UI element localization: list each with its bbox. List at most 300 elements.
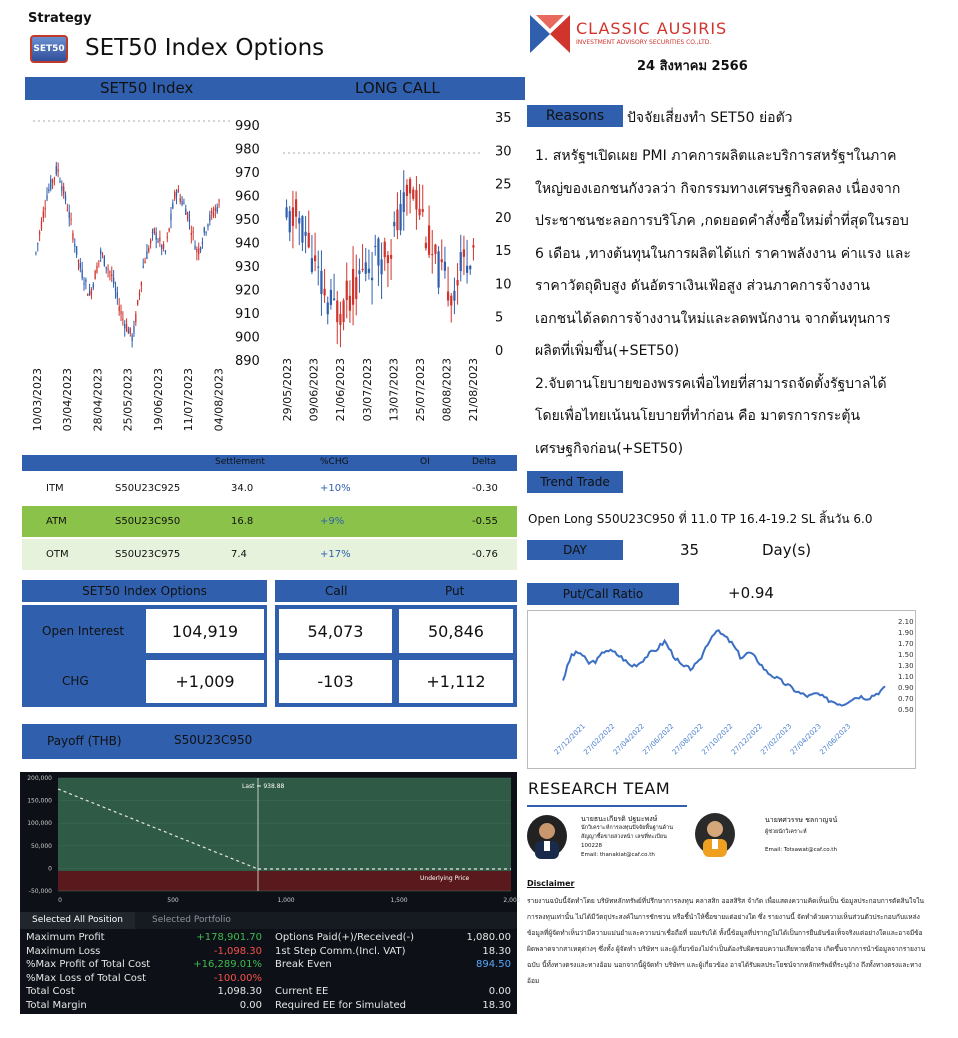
company-name: CLASSIC AUSIRIS <box>576 19 728 38</box>
candle-body <box>425 243 427 248</box>
y-tick-label: 1.90 <box>898 629 914 637</box>
candle-body <box>126 324 127 330</box>
x-tick-label: 10/03/2023 <box>31 368 44 432</box>
candle-body <box>85 280 86 283</box>
stat-value: +16,289.01% <box>193 959 262 970</box>
candle-body <box>106 267 107 269</box>
reason-line: ใหญ่ของเอกชนกังวลว่า กิจกรรมทางเศรษฐกิจลดลง เนื่องจาก <box>535 180 901 197</box>
x-tick-label: 28/04/2023 <box>91 368 105 432</box>
candle-body <box>396 209 398 230</box>
disclaimer-title: Disclaimer <box>527 879 575 888</box>
candle-body <box>412 190 414 199</box>
stat-label: Total Margin <box>26 999 87 1011</box>
y-tick-label: 200,000 <box>27 775 52 782</box>
tab-selected-portfolio[interactable]: Selected Portfolio <box>152 915 231 925</box>
researcher-1-role2: สัญญาซื้อขายล่วงหน้า เลขที่ทะเบียน <box>581 834 667 840</box>
reasons-heading: ปัจจัยเสี่ยงทำ SET50 ย่อตัว <box>627 110 793 126</box>
x-tick-label: 0 <box>58 897 62 904</box>
payoff-tabs <box>20 912 517 929</box>
candle-body <box>67 210 68 211</box>
pcr-line-chart <box>527 610 917 770</box>
stat-label: %Max Profit of Total Cost <box>26 959 151 970</box>
candle-body <box>399 204 401 230</box>
candle-body <box>320 271 322 294</box>
table-cell-series: S50U23C925 <box>115 483 181 494</box>
candle-body <box>128 329 129 333</box>
candle-body <box>115 288 116 291</box>
candle-body <box>365 262 367 273</box>
candle-body <box>218 200 219 201</box>
candle-body <box>194 246 195 250</box>
chg-put-value: +1,112 <box>397 658 515 705</box>
candle-body <box>333 299 335 300</box>
candle-body <box>174 192 175 199</box>
candle-body <box>193 231 194 232</box>
candle-body <box>133 326 134 334</box>
oi-summary-left-panel <box>22 605 267 707</box>
candle-body <box>453 291 455 301</box>
y-tick-label: 15 <box>495 244 512 260</box>
candle-body <box>87 294 88 296</box>
candle-body <box>189 219 190 222</box>
candle-body <box>463 249 465 256</box>
y-tick-label: 35 <box>495 111 512 126</box>
candle-body <box>196 249 197 252</box>
candle-body <box>209 215 210 221</box>
disclaimer-text: รายงานฉบับนี้จัดทำโดย บริษัทหลักทรัพย์ที่ปรึกษาการลงทุน คลาสสิก ออสสิริส จำกัด เพื่อแสดงความคิดเห็นเป็น ข้อมูลประกอบการตัดสินใจในการลงทุนเท่านั้น ไม่ได้มีวัตถุประสงค์ในการชักชวน หรือชี้นำให้ซื้อขายแต่อย่างใด ซึ่ง รายงานนี้ จัดทำด้วยความเห็นส่วนตัวประกอบกับแหล่งข้อมูลที่ผู้จัดทำเห็นว่ามีความแม่นยำและความน่าเชื่อถือที่ ยอมรับได้ ทั้งนี้ข้อมูลที่ปรากฏไม่ได้เป็นการยืนยันข้อเท็จจริงแต่อย่างใดและอาจมีข้อผิดพลาดจากสาเหตุต่างๆ ซึ่งทั้ง ผู้จัดทำ บริษัทฯ และผู้เกี่ยวข้องไม่จำเป็นต้องรับผิดชอบความเสียหายที่อาจ เกิดขึ้นจากการนำข้อมูลจากรายงานฉบับ นี้ทั้งทางตรงและทางอ้อม นอกจากนี้ผู้จัดทำ บริษัทฯ และผู้เกี่ยวข้อง อาจได้รับผลประโยชน์จากหลักทรัพย์ที่ระบุอ้าง ถึงทั้งทางตรงและทางอ้อม <box>527 897 926 985</box>
candle-body <box>444 262 446 271</box>
y-tick-label: 0 <box>495 344 504 359</box>
day-label: DAY <box>527 540 623 560</box>
candle-body <box>428 225 430 254</box>
y-tick-label: 0.70 <box>898 695 914 703</box>
col-chg: %CHG <box>320 457 349 467</box>
reason-line: ประชาชนชะลอการบริโภค ,กดยอดคำสั่งซื้อใหม่ต่ำที่สุดในรอบ <box>535 213 909 229</box>
research-team-title: RESEARCH TEAM <box>528 779 671 798</box>
candle-body <box>191 233 192 235</box>
candle-body <box>83 283 84 285</box>
chg-call-value: -103 <box>277 658 394 705</box>
candle-body <box>327 302 329 314</box>
candle-body <box>111 274 112 276</box>
table-row <box>22 539 517 570</box>
candle-body <box>217 207 218 212</box>
candle-body <box>80 263 81 268</box>
set50-logo-text: SET50 <box>33 44 65 54</box>
candle-body <box>469 266 471 269</box>
candle-body <box>119 306 120 311</box>
open-interest-label: Open Interest <box>42 624 125 638</box>
candle-body <box>308 233 310 248</box>
candle-body <box>418 209 420 215</box>
reasons-body <box>535 140 950 465</box>
candle-body <box>48 189 49 191</box>
pcr-label: Put/Call Ratio <box>527 583 679 605</box>
table-row <box>22 506 517 537</box>
candle-body <box>94 271 95 279</box>
report-date: 24 สิงหาคม 2566 <box>637 59 748 74</box>
y-tick-label: 10 <box>495 277 512 293</box>
x-tick-label: 09/06/2023 <box>307 358 321 422</box>
researcher-2-email: Email: Totsawat@caf.co.th <box>765 847 837 853</box>
y-tick-label: 0.50 <box>898 706 914 714</box>
reason-line: เอกชนได้ลดการจ้างงานใหม่และลดพนักงาน จากต้นทุนการ <box>535 310 891 327</box>
payoff-series: S50U23C950 <box>174 733 253 747</box>
y-tick-label: 990 <box>235 119 260 134</box>
y-tick-label: 1.70 <box>898 640 914 648</box>
put-label: Put <box>445 584 465 598</box>
stat-value: 0.00 <box>239 999 262 1011</box>
candle-body <box>311 258 313 272</box>
y-tick-label: 950 <box>235 213 260 228</box>
candle-body <box>43 211 44 218</box>
candle-body <box>371 278 373 280</box>
payoff-header <box>22 724 517 759</box>
y-tick-label: 1.50 <box>898 651 914 659</box>
x-tick-label: 04/08/2023 <box>212 368 226 432</box>
page-title: SET50 Index Options <box>85 35 325 61</box>
candle-body <box>104 256 105 266</box>
stat-label: Maximum Loss <box>26 945 101 957</box>
candle-body <box>61 186 62 191</box>
candle-body <box>165 251 166 252</box>
stat-label: Maximum Profit <box>26 932 105 943</box>
researcher-1 <box>581 814 691 860</box>
candle-body <box>143 266 144 267</box>
candle-body <box>74 244 75 246</box>
tab-selected-all-position[interactable]: Selected All Position <box>20 912 135 929</box>
table-cell-chg: +9% <box>320 516 345 527</box>
researcher-1-name: นายธนะเกียรติ ปฐมะพงษ์ <box>581 815 658 823</box>
candle-body <box>154 228 155 233</box>
candle-body <box>91 290 92 296</box>
candle-body <box>450 296 452 306</box>
candle-body <box>204 227 205 232</box>
candle-body <box>167 237 168 238</box>
reasons-label: Reasons <box>527 105 623 127</box>
stat-label: 1st Step Comm.(Incl. VAT) <box>275 945 406 957</box>
reason-line: โดยเพื่อไทยเน้นนโยบายที่ทำก่อน คือ มาตรการกระตุ้น <box>535 408 861 424</box>
stat-label: Options Paid(+)/Received(-) <box>275 932 415 943</box>
candle-body <box>156 232 157 240</box>
candle-body <box>422 209 424 212</box>
stat-value: 18.30 <box>482 999 511 1011</box>
oi-summary <box>22 580 522 710</box>
x-tick-label: 03/07/2023 <box>360 358 374 422</box>
candle-body <box>82 269 83 278</box>
candle-body <box>393 222 395 226</box>
y-tick-label: 900 <box>235 330 260 346</box>
candle-body <box>102 254 103 255</box>
candle-body <box>434 245 436 254</box>
stat-label: Total Cost <box>26 986 75 997</box>
candle-body <box>447 292 449 301</box>
candle-body <box>292 207 294 226</box>
charts-header-bar <box>25 77 525 100</box>
candle-body <box>69 212 70 218</box>
reason-line: 2.จับตานโยบายของพรรคเพื่อไทยที่สามารถจัดตั้งรัฐบาลได้ <box>535 375 887 392</box>
y-tick-label: 5 <box>495 310 504 326</box>
x-tick-label: 2,000 <box>503 897 521 904</box>
x-tick-label: 27/12/2022 <box>729 722 764 757</box>
candle-body <box>361 269 363 270</box>
candle-body <box>35 252 36 253</box>
candle-body <box>163 244 164 249</box>
col-delta: Delta <box>472 457 497 467</box>
y-tick-label: 940 <box>235 236 260 252</box>
set50-chart-title: SET50 Index <box>100 79 194 97</box>
candle-body <box>355 277 357 299</box>
candle-body <box>181 201 182 205</box>
table-cell-settlement: 34.0 <box>231 483 254 494</box>
x-tick-label: 1,000 <box>277 897 295 904</box>
candle-body <box>466 266 468 273</box>
set50-logo <box>30 35 68 63</box>
y-tick-label: 890 <box>235 354 260 369</box>
candle-body <box>157 241 158 242</box>
stat-value: -100.00% <box>213 972 262 984</box>
chg-label: CHG <box>62 674 89 688</box>
y-tick-label: 150,000 <box>27 797 52 805</box>
trend-trade-text: Open Long S50U23C950 ที่ 11.0 TP 16.4-19.2 SL สิ้นวัน 6.0 <box>528 512 873 526</box>
candle-body <box>41 221 42 228</box>
researcher-2-role: ผู้ช่วยนักวิเคราะห์ <box>765 829 807 835</box>
stat-value: 894.50 <box>476 959 511 970</box>
candle-body <box>317 267 319 268</box>
candle-body <box>50 179 51 189</box>
stat-label: %Max Loss of Total Cost <box>26 972 147 984</box>
reason-line: 1. สหรัฐฯเปิดเผย PMI ภาคการผลิตและบริการสหรัฐฯในภาค <box>535 148 897 164</box>
options-table-header <box>22 455 517 471</box>
candle-body <box>180 198 181 202</box>
candle-body <box>409 179 411 193</box>
candle-body <box>124 324 125 328</box>
candle-body <box>70 219 71 220</box>
profit-zone <box>58 778 511 871</box>
researcher-1-role: นักวิเคราะห์การลงทุนปัจจัยพื้นฐานด้าน <box>581 825 674 831</box>
candle-body <box>59 181 60 182</box>
company-logo-icon <box>530 15 570 53</box>
candle-body <box>131 335 132 341</box>
y-tick-label: 20 <box>495 210 512 226</box>
candle-body <box>139 293 140 296</box>
y-tick-label: 0 <box>48 865 52 873</box>
trend-trade-label: Trend Trade <box>527 471 623 493</box>
candle-body <box>368 269 370 273</box>
oi-call-value: 54,073 <box>277 607 394 655</box>
candle-body <box>57 169 58 172</box>
x-tick-label: 27/10/2022 <box>700 722 735 757</box>
stat-value: 0.00 <box>488 986 511 997</box>
x-tick-label: 27/02/2022 <box>582 722 617 757</box>
researcher-2-name: นายทศวรรษ ชลกาญจน์ <box>765 816 838 824</box>
options-table <box>22 455 517 570</box>
oi-summary-cp-header <box>275 580 517 602</box>
candle-body <box>380 259 382 274</box>
y-tick-label: 980 <box>235 142 260 158</box>
x-tick-label: 03/04/2023 <box>61 368 75 432</box>
candle-body <box>183 203 184 204</box>
stat-label: Required EE for Simulated <box>275 999 406 1011</box>
table-cell-delta: -0.55 <box>472 516 498 527</box>
candle-body <box>342 300 344 322</box>
underlying-label: Underlying Price <box>420 875 470 882</box>
candle-body <box>211 211 212 214</box>
candle-body <box>205 232 206 233</box>
oi-total-value: 104,919 <box>144 607 266 655</box>
candle-body <box>301 216 303 242</box>
x-tick-label: 21/06/2023 <box>334 358 348 422</box>
table-cell-label: ATM <box>46 516 67 527</box>
candle-body <box>96 266 97 273</box>
stat-value: 18.30 <box>482 945 511 957</box>
table-cell-series: S50U23C975 <box>115 549 181 560</box>
candle-body <box>107 269 108 270</box>
candle-body <box>122 319 123 320</box>
oi-summary-right-panel <box>275 605 517 707</box>
candle-body <box>198 248 199 254</box>
table-cell-delta: -0.76 <box>472 549 498 560</box>
y-tick-label: 1.30 <box>898 662 914 670</box>
y-tick-label: -50,000 <box>28 888 52 895</box>
researcher-2 <box>765 814 925 856</box>
candle-body <box>200 247 201 250</box>
stat-value: 1,080.00 <box>466 932 511 943</box>
payoff-panel <box>20 772 521 1014</box>
chg-total-value: +1,009 <box>144 658 266 705</box>
x-tick-label: 08/08/2023 <box>440 358 454 422</box>
candle-body <box>178 190 179 193</box>
candle-body <box>298 218 300 224</box>
candle-body <box>78 260 79 262</box>
candle-body <box>146 251 147 259</box>
x-tick-label: 27/12/2021 <box>552 722 587 757</box>
stat-value: +178,901.70 <box>196 932 262 943</box>
candle-body <box>202 242 203 245</box>
candle-body <box>285 207 287 217</box>
table-cell-settlement: 7.4 <box>231 549 247 560</box>
y-tick-label: 930 <box>235 260 260 275</box>
candle-body <box>304 232 306 236</box>
y-tick-label: 100,000 <box>27 820 52 828</box>
candle-body <box>213 213 214 216</box>
col-oi: OI <box>420 457 430 467</box>
reason-line: เศรษฐกิจก่อน(+SET50) <box>535 440 684 457</box>
candle-body <box>215 208 216 210</box>
candle-body <box>330 290 332 305</box>
candle-body <box>150 240 151 243</box>
table-cell-chg: +10% <box>320 483 351 494</box>
y-tick-label: 960 <box>235 189 260 205</box>
table-cell-label: OTM <box>46 549 69 560</box>
candle-body <box>339 314 341 325</box>
candle-body <box>387 255 389 263</box>
table-row <box>22 473 517 504</box>
candle-body <box>346 281 348 300</box>
candle-body <box>93 284 94 288</box>
x-tick-label: 27/04/2023 <box>788 722 823 757</box>
stat-value: 1,098.30 <box>217 986 262 997</box>
x-tick-label: 25/05/2023 <box>121 368 135 432</box>
candle-body <box>89 291 90 295</box>
y-tick-label: 0.90 <box>898 684 914 692</box>
x-tick-label: 27/06/2023 <box>818 722 853 757</box>
table-cell-delta: -0.30 <box>472 483 498 494</box>
y-tick-label: 25 <box>495 177 512 193</box>
candle-body <box>352 269 354 305</box>
candle-body <box>207 224 208 227</box>
payoff-label: Payoff (THB) <box>47 734 122 748</box>
candle-body <box>349 296 351 311</box>
candle-body <box>185 209 186 215</box>
candle-body <box>161 245 162 249</box>
x-tick-label: 25/07/2023 <box>414 358 427 422</box>
x-tick-label: 29/05/2023 <box>281 358 294 422</box>
candle-body <box>456 280 458 285</box>
last-price-label: Last = 938.88 <box>242 783 285 790</box>
candle-body <box>358 270 360 274</box>
candle-body <box>403 192 405 212</box>
y-tick-label: 50,000 <box>31 842 52 850</box>
candle-body <box>100 250 101 254</box>
reason-line: ผลิตที่เพิ่มขึ้น(+SET50) <box>535 343 680 359</box>
call-chart-title: LONG CALL <box>355 79 440 97</box>
candle-body <box>437 251 439 287</box>
candle-body <box>54 177 55 178</box>
candle-body <box>168 228 169 231</box>
x-tick-label: 19/06/2023 <box>151 368 165 432</box>
col-settlement: Settlement <box>215 457 265 467</box>
candle-body <box>431 254 433 255</box>
candle-body <box>45 208 46 210</box>
candle-body <box>460 252 462 271</box>
stat-label: Break Even <box>275 959 332 970</box>
candle-body <box>117 292 118 298</box>
candle-body <box>76 246 77 255</box>
candle-body <box>336 301 338 323</box>
candle-body <box>295 199 297 216</box>
payoff-chart <box>20 772 521 912</box>
table-cell-label: ITM <box>46 483 64 494</box>
candle-body <box>472 245 474 247</box>
x-tick-label: 21/08/2023 <box>467 358 481 422</box>
day-unit: Day(s) <box>762 541 812 559</box>
reason-line: 6 เดือน ,ทางต้นทุนในการผลิตได้แก่ ราคาพลังงาน ค่าแรง และ <box>535 245 911 262</box>
table-cell-series: S50U23C950 <box>115 516 181 527</box>
candle-body <box>56 166 57 174</box>
reason-line: ราคาวัตถุดิบสูง ดันอัตราเงินเฟ้อสูง ส่วนภาคการจ้างงาน <box>535 278 870 294</box>
set50-candlestick-chart <box>25 105 275 450</box>
candle-body <box>148 248 149 251</box>
x-tick-label: 11/07/2023 <box>182 368 196 432</box>
y-tick-label: 2.10 <box>898 618 914 626</box>
candle-body <box>141 282 142 286</box>
candle-body <box>52 180 53 183</box>
x-tick-label: 27/04/2022 <box>611 722 646 757</box>
candle-body <box>39 232 40 234</box>
candle-body <box>137 300 138 304</box>
table-cell-chg: +17% <box>320 549 351 560</box>
avatar <box>695 813 735 855</box>
candle-body <box>98 260 99 261</box>
candle-body <box>441 259 443 262</box>
candle-body <box>172 203 173 208</box>
category-label: Strategy <box>28 11 92 26</box>
x-tick-label: 13/07/2023 <box>387 358 401 422</box>
y-tick-label: 30 <box>495 144 512 160</box>
candle-body <box>314 255 316 261</box>
candle-body <box>187 212 188 219</box>
